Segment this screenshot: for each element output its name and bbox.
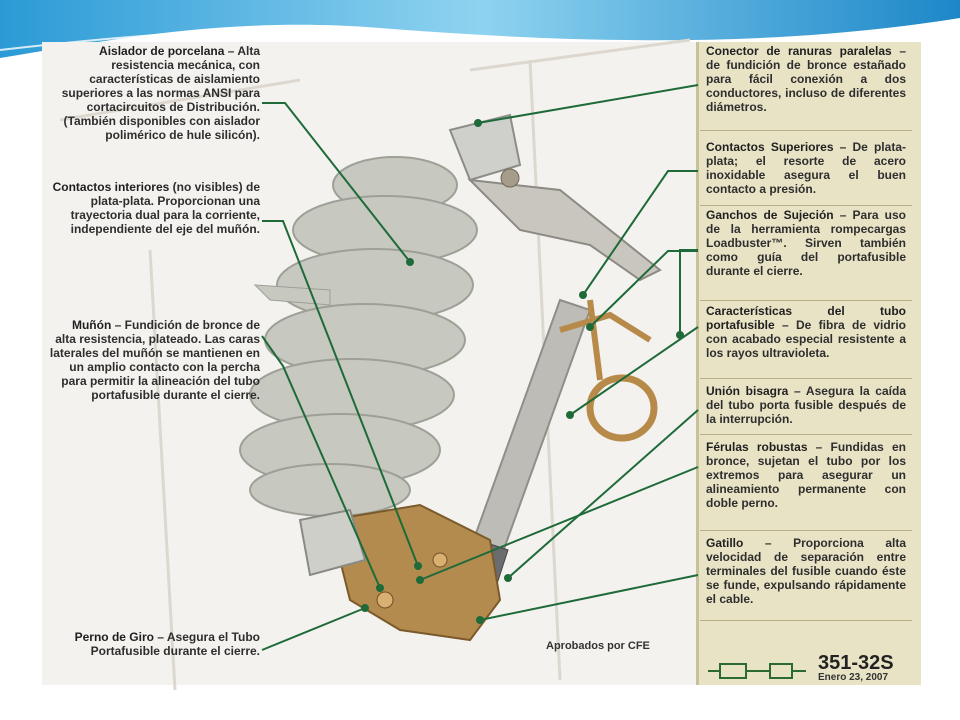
label-ferulas: Férulas robustas – Fundidas en bronce, sujetan el tubo por los extremos para asegurar un alineamiento permanente con doble perno. (706, 440, 907, 510)
label-contactos-interiores: Contactos interiores (no visibles) de plata-plata. Proporcionan una trayectoria dual para la corriente, independiente del eje del muñón. (52, 180, 260, 236)
sidebar-divider (700, 378, 912, 379)
top-bracket (450, 115, 660, 280)
bronze-trunnion (300, 505, 500, 640)
sidebar-divider (700, 130, 912, 131)
porcelain-insulator (240, 157, 477, 516)
label-munon: Muñón – Fundición de bronce de alta resistencia, plateado. Las caras laterales del muñón se mantienen en un amplio contacto con la percha para permitir la alineación del tubo portafusible durante el cierre. (49, 318, 260, 402)
sidebar-divider (700, 205, 912, 206)
sidebar-divider (700, 434, 912, 435)
label-aislador: Aislador de porcelana – Alta resistencia mecánica, con características de aislamiento superiores a las normas ANSI para cortacircuitos de Distribución. (También disponibles con aislador polimérico de hule silicón). (61, 44, 260, 142)
product-code: 351-32S (818, 652, 894, 674)
label-gatillo: Gatillo – Proporciona alta velocidad de separación entre terminales del fusible cuando éste se funde, expulsando rápidamente el cable. (706, 536, 906, 606)
revision-date: Enero 23, 2007 (818, 672, 889, 683)
fuse-symbol-icon (708, 664, 806, 678)
label-perno-de-giro: Perno de Giro – Asegura el Tubo Portafusible durante el cierre. (74, 630, 260, 658)
label-conector: Conector de ranuras paralelas – de fundición de bronce estañado para fácil conexión a dos conductores, incluso de diferentes diámetros. (706, 44, 906, 114)
approval-note: Aprobados por CFE (546, 640, 650, 652)
sidebar-divider (700, 620, 912, 621)
label-contactos-superiores: Contactos Superiores – De plata-plata; el resorte de acero inoxidable asegura el buen contacto a presión. (706, 140, 906, 196)
label-ganchos: Ganchos de Sujeción – Para uso de la herramienta rompecargas Loadbuster™. Sirven también como guía del portafusible durante el cierre. (706, 208, 907, 278)
label-union-bisagra: Unión bisagra – Asegura la caída del tubo porta fusible después de la interrupción. (706, 384, 906, 426)
sidebar-divider (700, 300, 912, 301)
label-tubo-portafusible: Características del tubo portafusible – De fibra de vidrio con acabado especial resistente a los rayos ultravioleta. (706, 304, 906, 360)
sidebar-divider (700, 530, 912, 531)
